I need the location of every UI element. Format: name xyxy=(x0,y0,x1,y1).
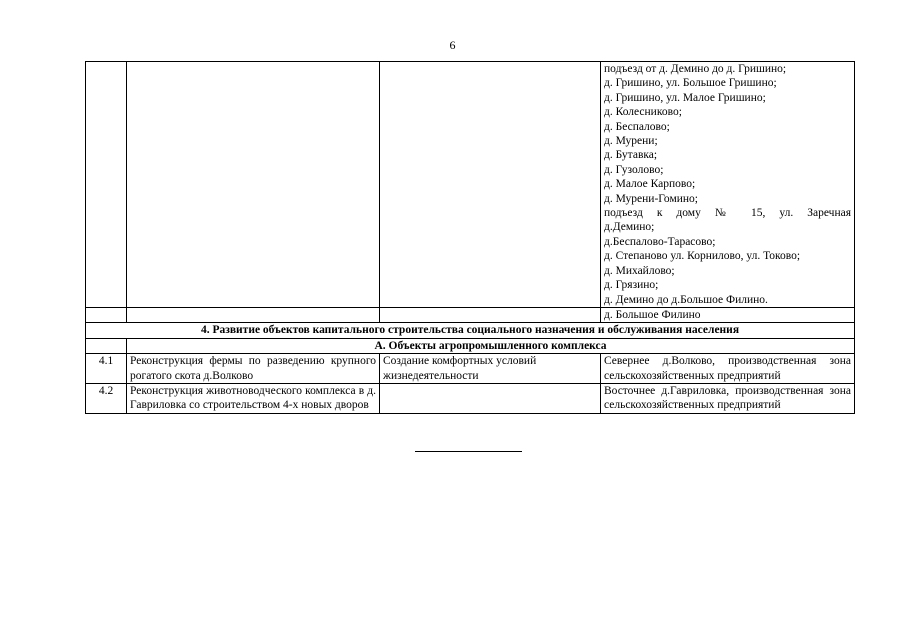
locality-line: д. Беспалово; xyxy=(604,120,670,133)
last-locality-cell: д. Большое Филино xyxy=(601,307,855,322)
locality-line: д. Мурени; xyxy=(604,135,658,148)
object-name: Реконструкция фермы по разведению крупного рогатого скота д.Волково xyxy=(127,354,380,384)
locality-line: д. Грязино; xyxy=(604,279,659,292)
empty-cell xyxy=(380,307,601,322)
empty-cell xyxy=(380,62,601,308)
locality-line: подъезд от д. Демино до д. Гришино; xyxy=(604,63,787,75)
page-number: 6 xyxy=(449,38,456,52)
subsection-heading: А. Объекты агропромышленного комплекса xyxy=(127,338,855,353)
locality-line: подъезд к дому № 15, ул. Заречная xyxy=(604,207,851,220)
object-location: Восточнее д.Гавриловка, производственная зона сельскохозяйственных предприятий xyxy=(601,383,855,413)
object-name: Реконструкция животноводческого комплекса в д. Гавриловка со строительством 4-х новых дворов xyxy=(127,383,380,413)
table-row xyxy=(86,307,855,322)
empty-cell xyxy=(127,307,380,322)
locality-line: д. Демино до д.Большое Филино. xyxy=(604,293,768,306)
locality-line: д. Бутавка; xyxy=(604,149,658,162)
document-table xyxy=(85,61,855,414)
locality-line: д. Гришино, ул. Большое Гришино; xyxy=(604,77,777,90)
empty-cell xyxy=(86,62,127,308)
empty-cell xyxy=(86,307,127,322)
footer-divider xyxy=(415,451,522,452)
locality-line: д. Степаново ул. Корнилово, ул. Токово; xyxy=(604,250,801,263)
object-location: Севернее д.Волково, производственная зона сельскохозяйственных предприятий xyxy=(601,354,855,384)
locality-line: д. Мурени-Гомино; xyxy=(604,192,698,205)
table-row xyxy=(86,354,855,384)
section-heading: 4. Развитие объектов капитального строительства социального назначения и обслуживания населения xyxy=(86,323,855,338)
table-row xyxy=(86,62,855,308)
section-heading-row xyxy=(86,323,855,338)
row-number: 4.1 xyxy=(86,354,127,384)
locality-line: д.Демино; xyxy=(604,221,655,234)
subsection-heading-row xyxy=(86,338,855,353)
object-purpose: Создание комфортных условий жизнедеятельности xyxy=(380,354,601,384)
locality-line: д. Колесниково; xyxy=(604,106,682,119)
object-purpose xyxy=(380,383,601,413)
locality-line: д. Гузолово; xyxy=(604,163,664,176)
empty-cell xyxy=(127,62,380,308)
locality-line: д. Гришино, ул. Малое Гришино; xyxy=(604,91,766,104)
empty-cell xyxy=(86,338,127,353)
locality-line: д.Беспалово-Тарасово; xyxy=(604,235,716,248)
row-number: 4.2 xyxy=(86,383,127,413)
locality-line: д. Малое Карпово; xyxy=(604,178,696,191)
table-row xyxy=(86,383,855,413)
localities-cell xyxy=(601,62,855,308)
locality-line: д. Михайлово; xyxy=(604,264,675,277)
